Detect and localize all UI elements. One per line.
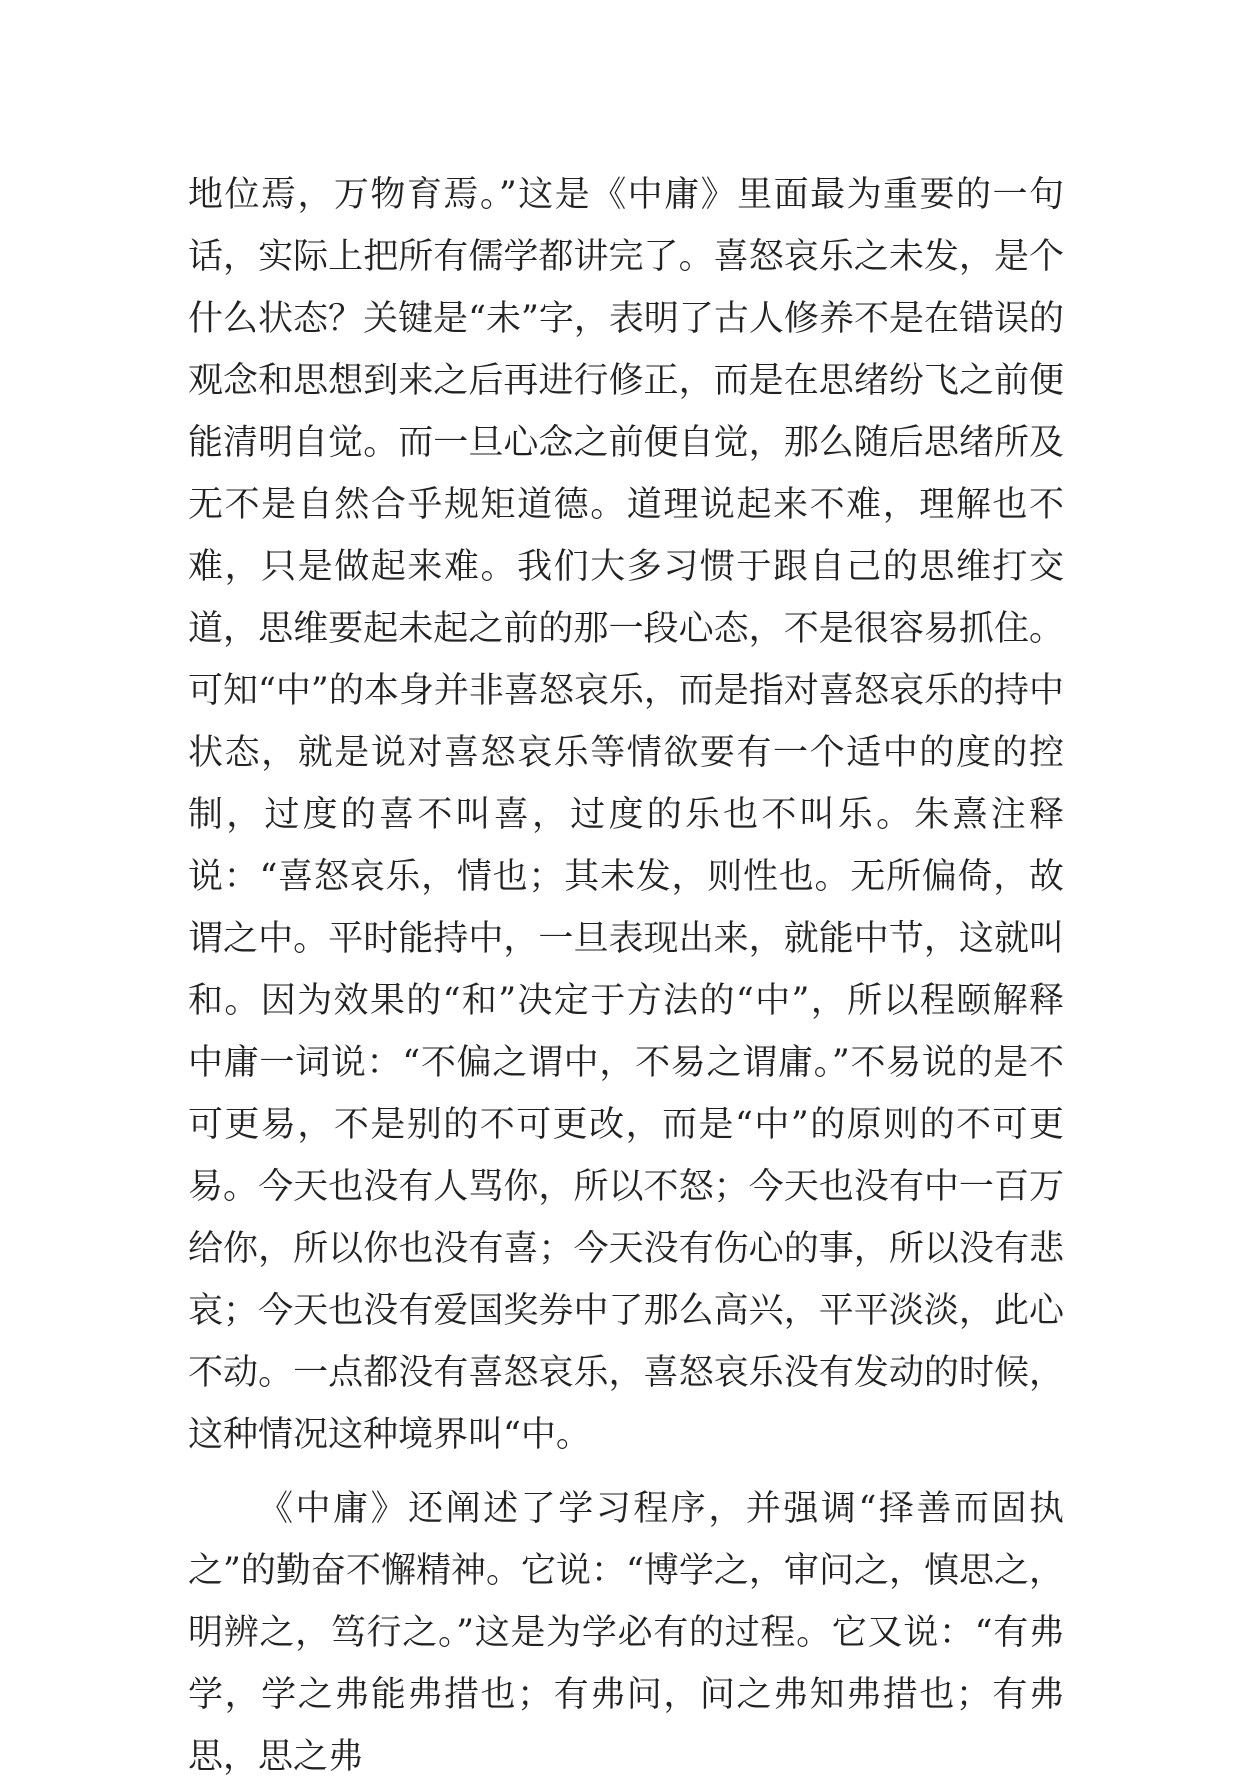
document-body bbox=[188, 164, 1064, 1788]
paragraph-learning-process: 《中庸》还阐述了学习程序，并强调“择善而固执之”的勤奋不懈精神。它说：“博学之，审问之，慎思之，明辨之，笃行之。”这是为学必有的过程。它又说：“有弗学，学之弗能弗措也；有弗问，问之弗知弗措也；有弗思，思之弗 bbox=[188, 1489, 1064, 1777]
paragraph-zhong-definition: 地位焉，万物育焉。”这是《中庸》里面最为重要的一句话，实际上把所有儒学都讲完了。喜怒哀乐之未发，是个什么状态？关键是“未”字，表明了古人修养不是在错误的观念和思想到来之后再进行修正，而是在思绪纷飞之前便能清明自觉。而一旦心念之前便自觉，那么随后思绪所及无不是自然合乎规矩道德。道理说起来不难，理解也不难，只是做起来难。我们大多习惯于跟自己的思维打交道，思维要起未起之前的那一段心态，不是很容易抓住。可知“中”的本身并非喜怒哀乐，而是指对喜怒哀乐的持中状态，就是说对喜怒哀乐等情欲要有一个适中的度的控制，过度的喜不叫喜，过度的乐也不叫乐。朱熹注释说：“喜怒哀乐，情也；其未发，则性也。无所偏倚，故谓之中。平时能持中，一旦表现出来，就能中节，这就叫和。因为效果的“和”决定于方法的“中”，所以程颐解释中庸一词说：“不偏之谓中，不易之谓庸。”不易说的是不可更易，不是别的不可更改，而是“中”的原则的不可更易。今天也没有人骂你，所以不怒；今天也没有中一百万给你，所以你也没有喜；今天没有伤心的事，所以没有悲哀；今天也没有爱国奖券中了那么高兴，平平淡淡，此心不动。一点都没有喜怒哀乐，喜怒哀乐没有发动的时候，这种情况这种境界叫“中。 bbox=[188, 175, 1064, 1455]
